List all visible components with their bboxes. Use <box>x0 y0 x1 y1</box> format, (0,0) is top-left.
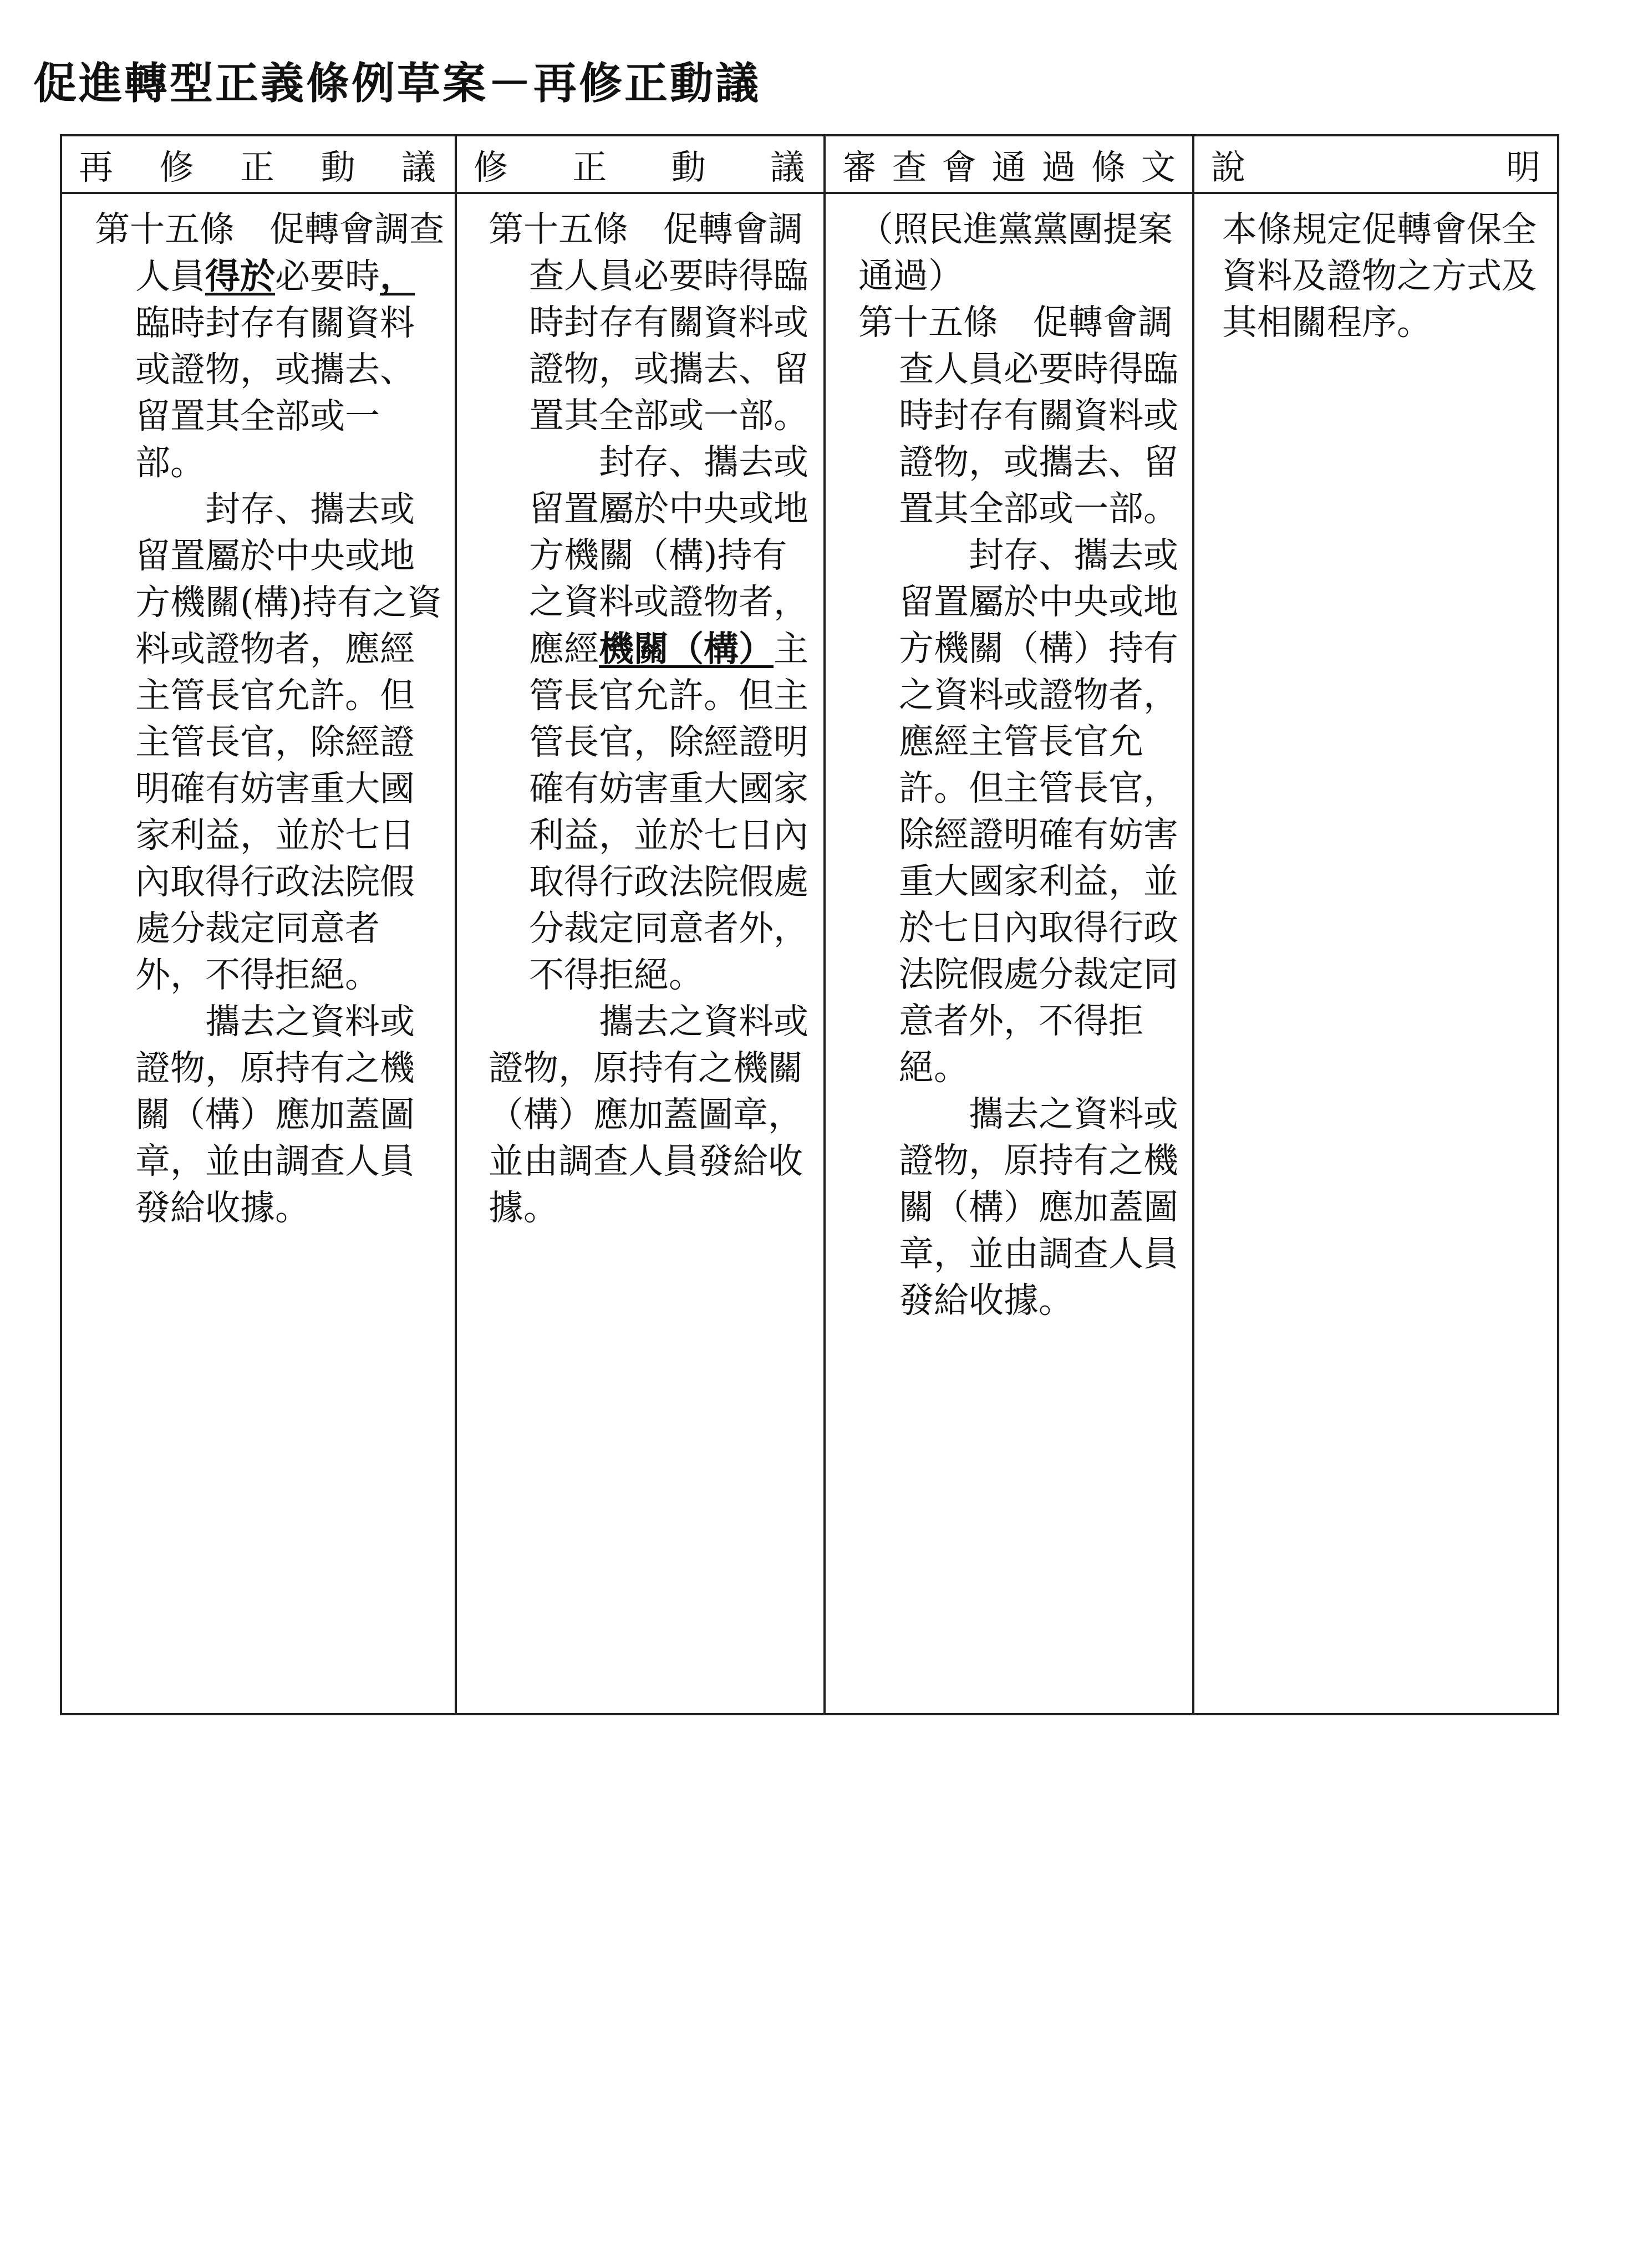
article-paragraph-1: 第十五條 促轉會調查人員得於必要時，臨時封存有關資料或證物，或攜去、留置其全部或一部。 <box>95 209 444 483</box>
column-body <box>1194 194 1557 346</box>
article-paragraph-3: 攜去之資料或證物，原持有之機關（構）應加蓋圖章，並由調查人員發給收據。 <box>135 1001 415 1228</box>
passage-note: （照民進黨黨團提案通過） <box>858 209 1173 296</box>
article-paragraph-1: 第十五條 促轉會調查人員必要時得臨時封存有關資料或證物，或攜去、留置其全部或一部。 <box>858 302 1178 529</box>
article-paragraph-3: 攜去之資料或證物，原持有之機關（構）應加蓋圖章，並由調查人員發給收據。 <box>899 1094 1178 1321</box>
article-paragraph-2: 封存、攜去或留置屬於中央或地方機關（構）持有之資料或證物者，應經主管長官允許。但主管長官，除經證明確有妨害重大國家利益，並於七日內取得行政法院假處分裁定同意者外，不得拒絕。 <box>899 535 1178 1088</box>
header-cell <box>1193 135 1558 193</box>
table-row <box>61 193 1558 1714</box>
header-committee-passed-text: 審查會通過條文 <box>842 146 1176 187</box>
article-paragraph-3: 攜去之資料或證物，原持有之機關（構）應加蓋圖章，並由調查人員發給收據。 <box>489 1001 808 1228</box>
column-body <box>457 194 823 1231</box>
article-paragraph-2: 封存、攜去或留置屬於中央或地方機關(構)持有之資料或證物者，應經主管長官允許。但主管長官，除經證明確有妨害重大國家利益，並於七日內取得行政法院假處分裁定同意者外，不得拒絕。 <box>135 489 442 995</box>
cell-revised-motion <box>61 193 456 1714</box>
document-title: 促進轉型正義條例草案－再修正動議 <box>33 58 761 109</box>
header-cell <box>825 135 1193 193</box>
column-body <box>826 194 1192 1324</box>
table-header-row <box>61 135 1558 193</box>
underlined-amendment-text: ， <box>380 256 415 297</box>
header-cell <box>456 135 825 193</box>
article-paragraph-1: 第十五條 促轉會調查人員必要時得臨時封存有關資料或證物，或攜去、留置其全部或一部。 <box>489 209 808 436</box>
header-revised-motion: 再修正動議 <box>79 146 438 187</box>
article-paragraph-2: 封存、攜去或留置屬於中央或地方機關（構)持有之資料或證物者，應經機關（構）主管長官允許。但主管長官，除經證明確有妨害重大國家利益，並於七日內取得行政法院假處分裁定同意者外，不得拒絕。 <box>529 442 808 995</box>
comparison-table <box>60 134 1559 1715</box>
header-amendment-motion: 修正動議 <box>474 146 807 187</box>
cell-amendment-motion <box>456 193 825 1714</box>
column-body <box>62 194 455 1231</box>
explanation-text: 本條規定促轉會保全資料及證物之方式及其相關程序。 <box>1222 209 1537 343</box>
header-explanation: 說明 <box>1211 146 1540 187</box>
underlined-amendment-text: 機關（構） <box>599 628 774 669</box>
underlined-amendment-text: 得於 <box>205 256 275 297</box>
header-cell <box>61 135 456 193</box>
cell-explanation <box>1193 193 1558 1714</box>
cell-committee-passed-text <box>825 193 1193 1714</box>
